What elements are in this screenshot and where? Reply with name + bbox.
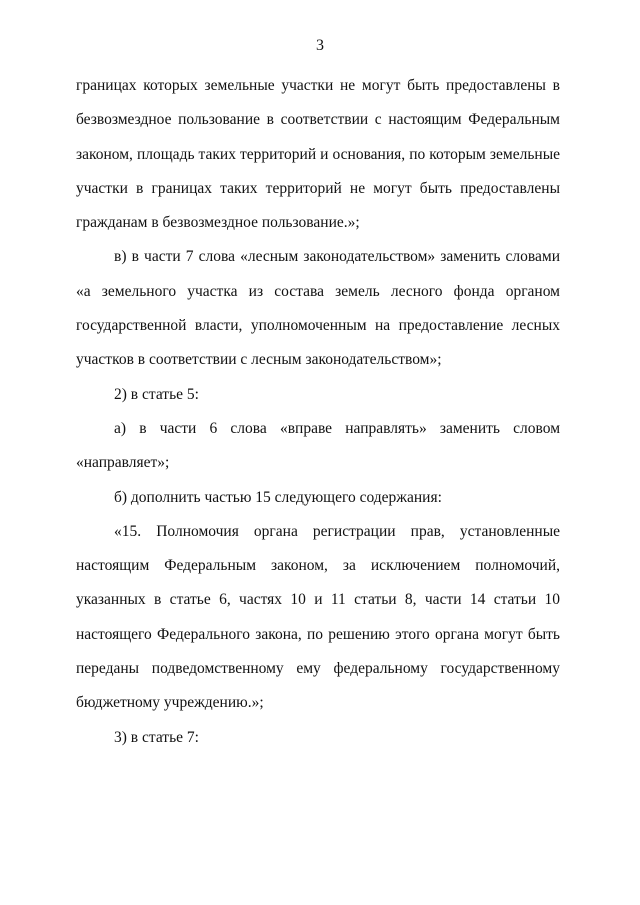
text-line: а) в части 6 слова «вправе направлять» заменить словом: [114, 419, 560, 437]
page-number: 3: [316, 37, 324, 54]
text-line: границах которых земельные участки не могут быть предоставлены в: [76, 77, 560, 94]
paragraph-item-2: [76, 378, 560, 412]
text-line: настоящего Федерального закона, по решению этого органа могут быть: [76, 625, 560, 643]
document-body: [76, 69, 560, 755]
paragraph-item-v: [76, 240, 560, 377]
text-line: переданы подведомственному ему федеральному государственному: [76, 660, 560, 678]
text-line: 2) в статье 5:: [114, 385, 199, 403]
text-line: «направляет»;: [76, 454, 170, 472]
paragraph-item-b: [76, 481, 560, 515]
text-line: б) дополнить частью 15 следующего содержания:: [114, 488, 442, 506]
text-line: государственной власти, уполномоченным на предоставление лесных: [76, 317, 560, 335]
text-line: участков в соответствии с лесным законодательством»;: [76, 351, 442, 369]
paragraph-item-3: [76, 721, 560, 755]
text-line: бюджетному учреждению.»;: [76, 694, 264, 712]
text-line: гражданам в безвозмездное пользование.»;: [76, 214, 360, 232]
text-line: в) в части 7 слова «лесным законодательством» заменить словами: [114, 248, 560, 266]
paragraph-item-15: [76, 515, 560, 721]
text-line: безвозмездное пользование в соответствии с настоящим Федеральным: [76, 111, 560, 129]
text-line: 3) в статье 7:: [114, 728, 199, 746]
text-line: настоящим Федеральным законом, за исключением полномочий,: [76, 557, 560, 575]
text-line: участки в границах таких территорий не могут быть предоставлены: [76, 179, 560, 197]
text-line: «15. Полномочия органа регистрации прав, установленные: [114, 522, 560, 540]
text-line: указанных в статье 6, частях 10 и 11 статьи 8, части 14 статьи 10: [76, 591, 560, 609]
paragraph-continuation: [76, 69, 560, 240]
paragraph-item-a: [76, 412, 560, 481]
text-line: «а земельного участка из состава земель лесного фонда органом: [76, 282, 560, 300]
text-line: законом, площадь таких территорий и основания, по которым земельные: [76, 145, 560, 163]
